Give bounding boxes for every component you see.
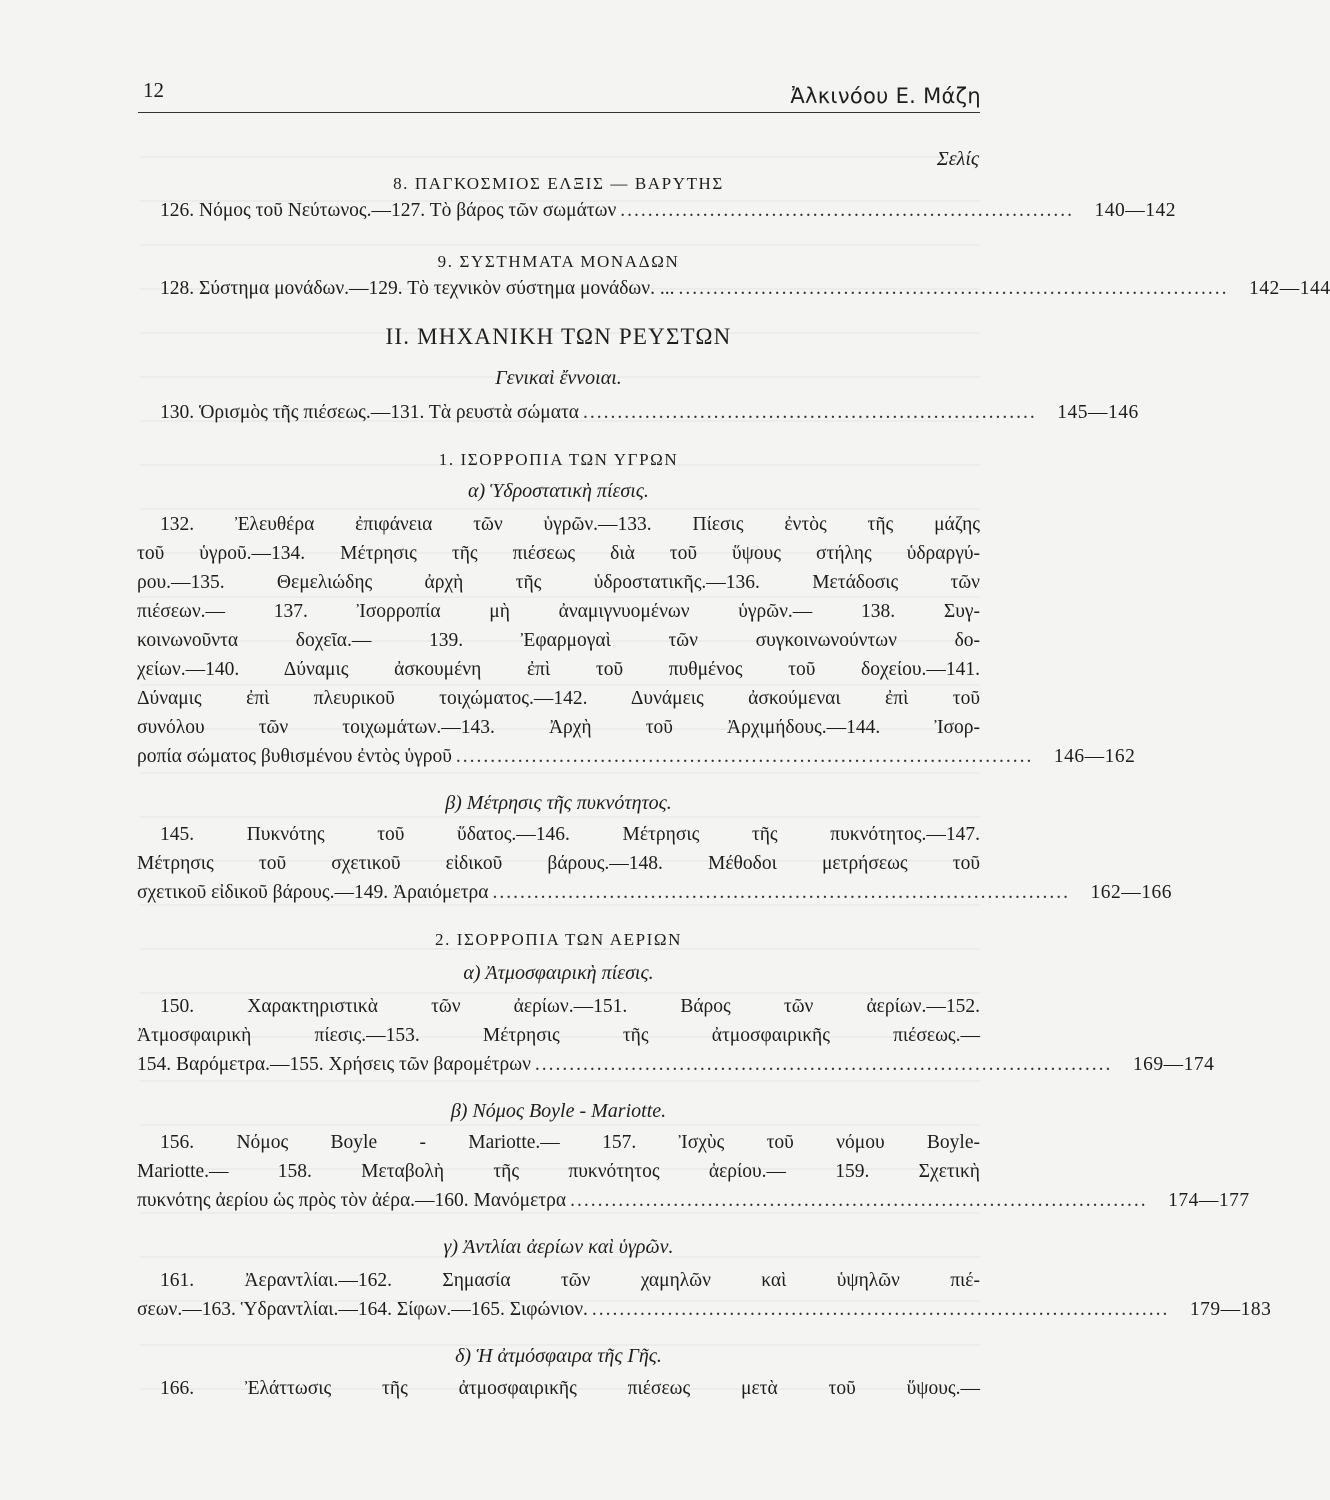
page-range: 169—174: [1132, 1054, 1215, 1075]
running-title: Ἀλκινόου Ε. Μάζη: [790, 84, 981, 108]
page-range: 146—162: [1053, 746, 1136, 767]
toc-paragraph-line: χείων.—140. Δύναμις ἀσκουμένη ἐπὶ τοῦ πυθμένος τοῦ δοχείου.—141.: [137, 659, 980, 680]
leader-dots: ....................................................................................: [591, 1299, 1170, 1320]
page-range: 145—146: [1057, 402, 1139, 423]
part-heading: II. ΜΗΧΑΝΙΚΗ ΤΩΝ ΡΕΥΣΤΩΝ: [385, 324, 732, 349]
toc-paragraph-line: τοῦ ὑγροῦ.—134. Μέτρησις τῆς πιέσεως διὰ τοῦ ὕψους στήλης ὑδραργύ-: [137, 543, 980, 564]
toc-paragraph-line: κοινωνοῦντα δοχεῖα.— 139. Ἐφαρμογαὶ τῶν συγκοινωνούντων δο-: [137, 630, 980, 651]
toc-entry-130: [160, 402, 1139, 436]
subheading-1a: α) Ὑδροστατικὴ πίεσις.: [468, 480, 649, 502]
toc-paragraph-line: 150. Χαρακτηριστικὰ τῶν ἀερίων.—151. Βάρος τῶν ἀερίων.—152.: [160, 996, 980, 1017]
subheading-2c: γ) Ἀντλίαι ἀερίων καὶ ὑγρῶν.: [443, 1236, 674, 1258]
toc-paragraph-line: Mariotte.— 158. Μεταβολὴ τῆς πυκνότητος ἀερίου.— 159. Σχετικὴ: [137, 1161, 980, 1182]
section-heading-1: 1. ΙΣΟΡΡΟΠΙΑ ΤΩΝ ΥΓΡΩΝ: [438, 450, 679, 469]
subheading-2b: β) Νόμος Boyle - Mariotte.: [450, 1100, 667, 1122]
toc-paragraph-line-last: 154. Βαρόμετρα.—155. Χρήσεις τῶν βαρομέτρων .................................................................................... 169—174: [137, 1054, 1215, 1075]
leader-dots: ....................................................................................: [492, 882, 1070, 903]
section-heading-9: 9. ΣΥΣΤΗΜΑΤΑ ΜΟΝΑΔΩΝ: [437, 252, 680, 271]
toc-paragraph-line: 161. Ἀεραντλίαι.—162. Σημασία τῶν χαμηλῶν καὶ ὑψηλῶν πιέ-: [160, 1270, 980, 1291]
section-heading-2: 2. ΙΣΟΡΡΟΠΙΑ ΤΩΝ ΑΕΡΙΩΝ: [434, 930, 683, 949]
toc-paragraph-line-last: σχετικοῦ εἰδικοῦ βάρους.—149. Ἀραιόμετρα .................................................................................... 162—166: [137, 882, 1172, 903]
toc-entry-text: 128. Σύστημα μονάδων.—129. Τὸ τεχνικὸν σύστημα μονάδων. ...: [160, 278, 675, 299]
toc-paragraph-line: 166. Ἐλάττωσις τῆς ἀτμοσφαιρικῆς πιέσεως μετὰ τοῦ ὕψους.—: [160, 1378, 980, 1399]
subheading-2a: α) Ἀτμοσφαιρικὴ πίεσις.: [463, 962, 654, 984]
toc-paragraph-line-last: πυκνότης ἀερίου ὡς πρὸς τὸν ἀέρα.—160. Μανόμετρα .................................................................................... 174—177: [137, 1190, 1250, 1211]
pages-column-label: Σελίς: [936, 148, 979, 170]
toc-paragraph-line: συνόλου τῶν τοιχωμάτων.—143. Ἀρχὴ τοῦ Ἀρχιμήδους.—144. Ἰσορ-: [137, 717, 980, 738]
toc-paragraph-line: Ἀτμοσφαιρικὴ πίεσις.—153. Μέτρησις τῆς ἀτμοσφαιρικῆς πιέσεως.—: [137, 1025, 980, 1046]
leader-dots: ................................................................................: [678, 278, 1229, 299]
toc-paragraph-line: Μέτρησις τοῦ σχετικοῦ εἰδικοῦ βάρους.—148. Μέθοδοι μετρήσεως τοῦ: [137, 853, 980, 874]
toc-paragraph-line: Δύναμις ἐπὶ πλευρικοῦ τοιχώματος.—142. Δυνάμεις ἀσκούμεναι ἐπὶ τοῦ: [137, 688, 980, 709]
section-heading-8: 8. ΠΑΓΚΟΣΜΙΟΣ ΕΛΞΙΣ — ΒΑΡΥΤΗΣ: [393, 174, 724, 193]
toc-entry-text: 130. Ὁρισμὸς τῆς πιέσεως.—131. Τὰ ρευστὰ σώματα: [160, 402, 579, 423]
subheading-general: Γενικαὶ ἔννοιαι.: [495, 367, 622, 389]
page-range: 142—144: [1248, 278, 1330, 299]
toc-paragraph-line-last: ροπία σώματος βυθισμένου ἐντὸς ὑγροῦ .................................................................................... 146—162: [137, 746, 1136, 767]
toc-paragraph-line: 145. Πυκνότης τοῦ ὕδατος.—146. Μέτρησις τῆς πυκνότητος.—147.: [160, 824, 980, 845]
leader-dots: ....................................................................................: [570, 1190, 1148, 1211]
page-range: 174—177: [1168, 1190, 1250, 1211]
toc-entry-128: [160, 278, 1330, 312]
toc-paragraph-line: 132. Ἐλευθέρα ἐπιφάνεια τῶν ὑγρῶν.—133. Πίεσις ἐντὸς τῆς μάζης: [160, 514, 980, 535]
toc-paragraph-line-last: σεων.—163. Ὑδραντλίαι.—164. Σίφων.—165. Σιφώνιον. .................................................................................... 179—183: [137, 1299, 1272, 1320]
page-range: 140—142: [1094, 200, 1177, 221]
toc-entry-text: 126. Νόμος τοῦ Νεύτωνος.—127. Τὸ βάρος τῶν σωμάτων: [160, 200, 617, 221]
page-number: 12: [143, 78, 164, 102]
toc-entry-126: [160, 200, 1177, 234]
toc-paragraph-line: ρου.—135. Θεμελιώδης ἀρχὴ τῆς ὑδροστατικῆς.—136. Μετάδοσις τῶν: [137, 572, 980, 593]
page-range: 162—166: [1090, 882, 1172, 903]
page-range: 179—183: [1189, 1299, 1272, 1320]
leader-dots: ....................................................................................: [455, 746, 1034, 767]
subheading-2d: δ) Ἡ ἀτμόσφαιρα τῆς Γῆς.: [455, 1345, 662, 1367]
leader-dots: ....................................................................................: [534, 1054, 1113, 1075]
subheading-1b: β) Μέτρησις τῆς πυκνότητος.: [445, 792, 672, 814]
toc-paragraph-line: 156. Νόμος Boyle - Mariotte.— 157. Ἰσχὺς τοῦ νόμου Boyle-: [160, 1132, 980, 1153]
header-rule: [138, 112, 980, 113]
leader-dots: ..................................................................: [620, 200, 1075, 221]
leader-dots: ..................................................................: [583, 402, 1037, 423]
toc-paragraph-line: πιέσεων.— 137. Ἰσορροπία μὴ ἀναμιγνυομένων ὑγρῶν.— 138. Συγ-: [137, 601, 980, 622]
